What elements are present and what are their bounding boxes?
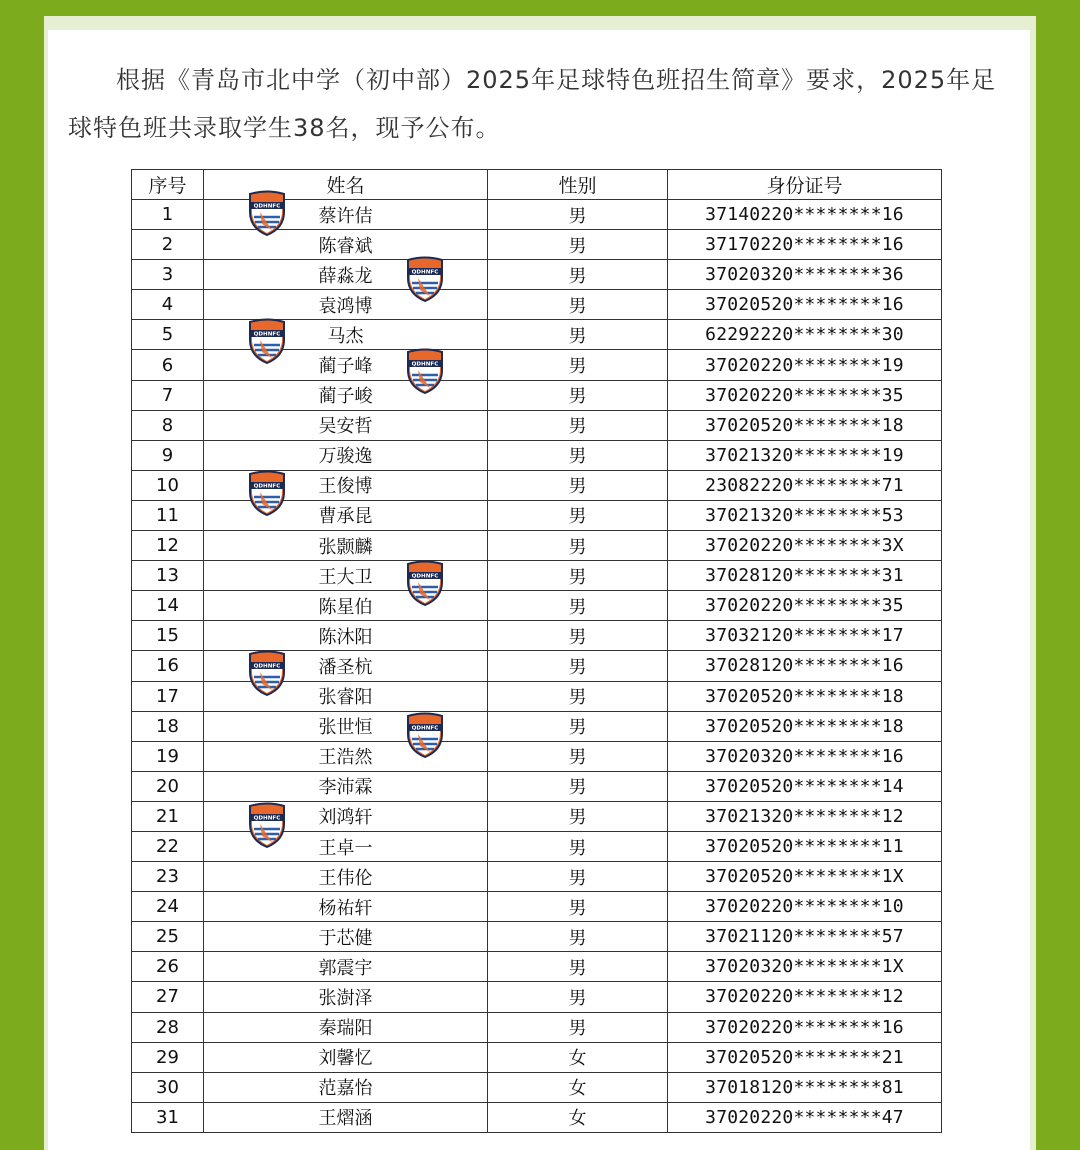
cell-name: 刘馨忆: [204, 1042, 488, 1072]
green-border-left: [0, 0, 44, 1150]
cell-no: 9: [132, 440, 204, 470]
cell-name: 吴安哲: [204, 410, 488, 440]
table-row: [132, 1042, 942, 1072]
table-row: [132, 1012, 942, 1042]
table-row: [132, 290, 942, 320]
cell-no: 16: [132, 651, 204, 681]
logo-lettering: QDHNFC: [253, 663, 281, 670]
table-row: [132, 741, 942, 771]
cell-id: 37020520********18: [668, 711, 942, 741]
cell-name: 王大卫: [204, 561, 488, 591]
cell-name: 袁鸿博: [204, 290, 488, 320]
cell-sex: 男: [488, 470, 668, 500]
cell-sex: 男: [488, 651, 668, 681]
cell-sex: 男: [488, 711, 668, 741]
cell-id: 37020220********16: [668, 1012, 942, 1042]
cell-sex: 男: [488, 952, 668, 982]
cell-sex: 男: [488, 771, 668, 801]
cell-no: 19: [132, 741, 204, 771]
cell-name: 范嘉怡: [204, 1072, 488, 1102]
intro-paragraph: 根据《青岛市北中学（初中部）2025年足球特色班招生简章》要求，2025年足球特色班共录取学生38名，现予公布。: [68, 66, 997, 142]
cell-no: 3: [132, 260, 204, 290]
cell-id: 37020220********3X: [668, 531, 942, 561]
cell-sex: 男: [488, 621, 668, 651]
cell-no: 14: [132, 591, 204, 621]
cell-sex: 男: [488, 982, 668, 1012]
cell-no: 6: [132, 350, 204, 380]
cell-no: 24: [132, 892, 204, 922]
cell-sex: 女: [488, 1072, 668, 1102]
cell-name: 王俊博: [204, 470, 488, 500]
cell-no: 13: [132, 561, 204, 591]
cell-no: 28: [132, 1012, 204, 1042]
cell-name: 王卓一: [204, 831, 488, 861]
table-row: [132, 380, 942, 410]
cell-id: 37140220********16: [668, 200, 942, 230]
cell-sex: 男: [488, 831, 668, 861]
cell-name: 于芯健: [204, 922, 488, 952]
cell-name: 张澍泽: [204, 982, 488, 1012]
header-name: 姓名: [204, 170, 488, 200]
logo-lettering: QDHNFC: [411, 725, 439, 732]
table-row: [132, 982, 942, 1012]
cell-id: 37020520********18: [668, 410, 942, 440]
light-border-top: [44, 16, 1036, 30]
cell-no: 10: [132, 470, 204, 500]
cell-sex: 男: [488, 741, 668, 771]
cell-no: 23: [132, 862, 204, 892]
football-club-shield-icon: [246, 190, 288, 236]
cell-id: 37020220********35: [668, 380, 942, 410]
table-row: [132, 922, 942, 952]
table-row: [132, 591, 942, 621]
cell-sex: 男: [488, 531, 668, 561]
logo-lettering: QDHNFC: [411, 361, 439, 368]
header-no: 序号: [132, 170, 204, 200]
cell-id: 37021120********57: [668, 922, 942, 952]
table-row: [132, 892, 942, 922]
cell-sex: 男: [488, 561, 668, 591]
cell-no: 21: [132, 801, 204, 831]
football-club-shield-icon: [404, 348, 446, 394]
cell-id: 37021320********53: [668, 500, 942, 530]
cell-sex: 男: [488, 410, 668, 440]
football-club-shield-icon: [404, 560, 446, 606]
cell-no: 11: [132, 500, 204, 530]
cell-name: 万骏逸: [204, 440, 488, 470]
logo-lettering: QDHNFC: [411, 269, 439, 276]
cell-name: 薛淼龙: [204, 260, 488, 290]
cell-name: 张世恒: [204, 711, 488, 741]
cell-no: 2: [132, 230, 204, 260]
table-row: [132, 711, 942, 741]
cell-id: 37020520********18: [668, 681, 942, 711]
cell-sex: 女: [488, 1102, 668, 1132]
cell-name: 陈沐阳: [204, 621, 488, 651]
cell-id: 37020520********14: [668, 771, 942, 801]
cell-name: 杨祐轩: [204, 892, 488, 922]
logo-lettering: QDHNFC: [253, 203, 281, 210]
football-club-shield-icon: [246, 470, 288, 516]
cell-id: 37020220********35: [668, 591, 942, 621]
cell-name: 王熠涵: [204, 1102, 488, 1132]
cell-id: 37020520********11: [668, 831, 942, 861]
table-row: [132, 1102, 942, 1132]
cell-no: 7: [132, 380, 204, 410]
cell-id: 62292220********30: [668, 320, 942, 350]
football-club-shield-icon: [404, 256, 446, 302]
cell-name: 王伟伦: [204, 862, 488, 892]
cell-id: 37021320********19: [668, 440, 942, 470]
cell-name: 陈星伯: [204, 591, 488, 621]
cell-name: 潘圣杭: [204, 651, 488, 681]
cell-id: 37021320********12: [668, 801, 942, 831]
table-row: [132, 862, 942, 892]
cell-id: 37020220********12: [668, 982, 942, 1012]
cell-id: 37028120********31: [668, 561, 942, 591]
cell-name: 李沛霖: [204, 771, 488, 801]
cell-sex: 男: [488, 380, 668, 410]
cell-sex: 男: [488, 500, 668, 530]
cell-no: 30: [132, 1072, 204, 1102]
cell-sex: 男: [488, 230, 668, 260]
cell-id: 37020220********10: [668, 892, 942, 922]
table-row: [132, 561, 942, 591]
logo-lettering: QDHNFC: [253, 815, 281, 822]
cell-name: 秦瑞阳: [204, 1012, 488, 1042]
header-sex: 性别: [488, 170, 668, 200]
cell-id: 37020220********47: [668, 1102, 942, 1132]
cell-no: 26: [132, 952, 204, 982]
cell-no: 22: [132, 831, 204, 861]
table-row: [132, 440, 942, 470]
cell-sex: 男: [488, 801, 668, 831]
cell-sex: 男: [488, 350, 668, 380]
table-row: [132, 952, 942, 982]
cell-no: 4: [132, 290, 204, 320]
cell-sex: 男: [488, 1012, 668, 1042]
football-club-shield-icon: [404, 712, 446, 758]
cell-no: 25: [132, 922, 204, 952]
header-id: 身份证号: [668, 170, 942, 200]
cell-name: 刘鸿轩: [204, 801, 488, 831]
cell-no: 5: [132, 320, 204, 350]
cell-name: 郭震宇: [204, 952, 488, 982]
cell-id: 37032120********17: [668, 621, 942, 651]
cell-id: 37020520********16: [668, 290, 942, 320]
cell-id: 37020520********1X: [668, 862, 942, 892]
cell-id: 37020320********1X: [668, 952, 942, 982]
cell-sex: 男: [488, 862, 668, 892]
cell-sex: 男: [488, 892, 668, 922]
table-row: [132, 621, 942, 651]
cell-sex: 男: [488, 320, 668, 350]
cell-sex: 男: [488, 591, 668, 621]
football-club-shield-icon: [246, 802, 288, 848]
football-club-shield-icon: [246, 650, 288, 696]
table-row: [132, 410, 942, 440]
cell-id: 23082220********71: [668, 470, 942, 500]
cell-id: 37170220********16: [668, 230, 942, 260]
cell-no: 31: [132, 1102, 204, 1132]
cell-name: 张颢麟: [204, 531, 488, 561]
cell-no: 27: [132, 982, 204, 1012]
logo-lettering: QDHNFC: [253, 331, 281, 338]
cell-name: 蔡许佶: [204, 200, 488, 230]
cell-sex: 男: [488, 681, 668, 711]
cell-sex: 女: [488, 1042, 668, 1072]
cell-no: 12: [132, 531, 204, 561]
cell-name: 蔺子峰: [204, 350, 488, 380]
football-club-shield-icon: [246, 318, 288, 364]
cell-name: 张睿阳: [204, 681, 488, 711]
cell-no: 29: [132, 1042, 204, 1072]
cell-id: 37020320********16: [668, 741, 942, 771]
cell-sex: 男: [488, 922, 668, 952]
green-border-right: [1036, 0, 1080, 1150]
logo-lettering: QDHNFC: [253, 483, 281, 490]
cell-name: 曹承昆: [204, 500, 488, 530]
table-row: [132, 1072, 942, 1102]
cell-sex: 男: [488, 200, 668, 230]
cell-sex: 男: [488, 290, 668, 320]
logo-lettering: QDHNFC: [411, 573, 439, 580]
cell-id: 37020220********19: [668, 350, 942, 380]
cell-name: 蔺子峻: [204, 380, 488, 410]
cell-name: 陈睿斌: [204, 230, 488, 260]
cell-sex: 男: [488, 260, 668, 290]
cell-id: 37028120********16: [668, 651, 942, 681]
cell-no: 1: [132, 200, 204, 230]
cell-no: 15: [132, 621, 204, 651]
cell-name: 马杰: [204, 320, 488, 350]
table-row: [132, 260, 942, 290]
green-border-top: [0, 0, 1080, 16]
cell-name: 王浩然: [204, 741, 488, 771]
light-border-right: [1030, 16, 1036, 1150]
cell-no: 17: [132, 681, 204, 711]
cell-no: 20: [132, 771, 204, 801]
cell-no: 8: [132, 410, 204, 440]
light-border-left: [44, 16, 48, 1150]
cell-id: 37020320********36: [668, 260, 942, 290]
cell-id: 37018120********81: [668, 1072, 942, 1102]
cell-no: 18: [132, 711, 204, 741]
table-row: [132, 531, 942, 561]
table-row: [132, 771, 942, 801]
cell-id: 37020520********21: [668, 1042, 942, 1072]
cell-sex: 男: [488, 440, 668, 470]
